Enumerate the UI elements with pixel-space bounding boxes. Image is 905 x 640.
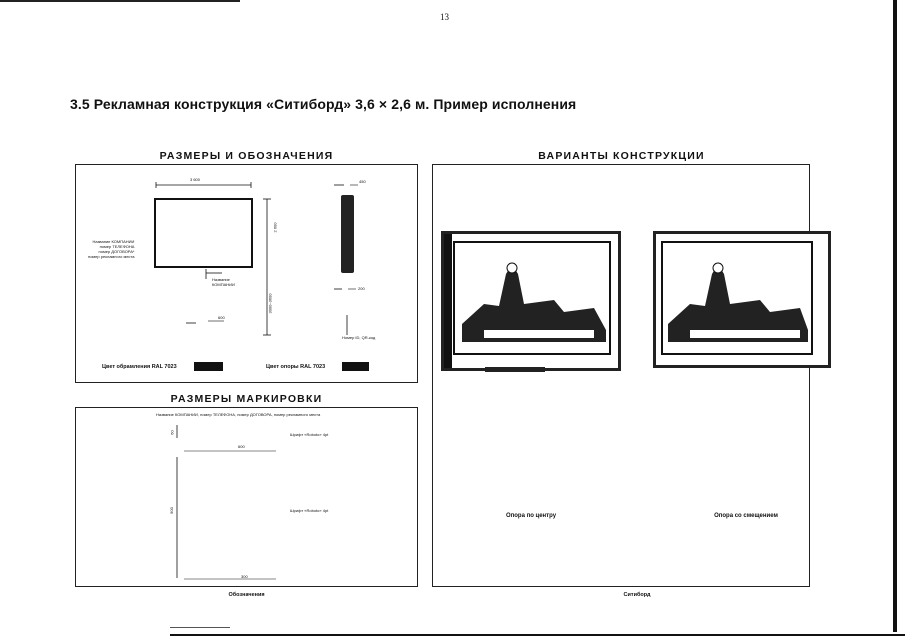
variant-2-label: Опора со смещением (714, 513, 778, 519)
variants-caption: Ситиборд (623, 592, 651, 598)
marking-dim-d: 300 (241, 574, 248, 579)
dimensions-title: РАЗМЕРЫ И ОБОЗНАЧЕНИЯ (159, 150, 334, 162)
variant-1-photo (444, 234, 618, 368)
variant-2-frame (653, 231, 831, 368)
post-color-label: Цвет опоры RAL 7023 (266, 364, 326, 370)
variants-panel (432, 164, 810, 587)
frame-color-label: Цвет обрамления RAL 7023 (102, 364, 177, 370)
dim-frame-height: 2 600 (272, 222, 278, 233)
marking-dim-a: 60 (169, 430, 175, 435)
variants-title: ВАРИАНТЫ КОНСТРУКЦИИ (538, 150, 705, 162)
label-company-name: Название КОМПАНИИ (212, 277, 235, 287)
page-heading: 3.5 Рекламная конструкция «Ситиборд» 3,6 × 2,6 м. Пример исполнения (70, 96, 577, 112)
dim-post-height: 3000–3600 (267, 293, 273, 314)
frame-color-swatch (194, 362, 223, 371)
dimensions-panel (75, 164, 418, 383)
marking-caption: Обозначения (228, 592, 265, 598)
marking-title: РАЗМЕРЫ МАРКИРОВКИ (170, 393, 323, 405)
marking-panel (75, 407, 418, 587)
variant-1-label: Опора по центру (505, 513, 557, 519)
marking-drawing (76, 408, 416, 586)
dimensions-drawing (76, 165, 416, 381)
right-edge-bar (893, 0, 897, 632)
marking-top-text: Название КОМПАНИИ, номер ТЕЛЕФОНА, номер ДОГОВОРА, номер рекламного места (156, 412, 321, 417)
dim-post-width: 450 (359, 179, 366, 184)
bottom-rule-short (170, 627, 230, 628)
top-rule (0, 0, 240, 2)
marking-note-1: Шрифт «Roboto» 4pt (290, 432, 329, 437)
marking-dim-b: 600 (238, 444, 245, 449)
marking-note-2: Шрифт «Roboto» 4pt (290, 508, 329, 513)
variant-1-frame (441, 231, 621, 371)
post-color-swatch (342, 362, 369, 371)
page-number: 13 (440, 12, 449, 22)
label-company-details: Название КОМПАНИИ номер ТЕЛЕФОНА номер ДОГОВОРА* номер рекламного места (88, 239, 135, 259)
marking-dim-c: 900 (168, 507, 174, 514)
variant-1-base (485, 367, 545, 372)
label-qr: Номер ID, QR-код (342, 335, 376, 340)
bottom-rule (170, 634, 905, 636)
dim-bottom: 600 (218, 315, 225, 320)
dim-width: 3 600 (190, 177, 201, 182)
variant-2-photo (656, 234, 828, 365)
dim-post-depth: 200 (358, 286, 365, 291)
